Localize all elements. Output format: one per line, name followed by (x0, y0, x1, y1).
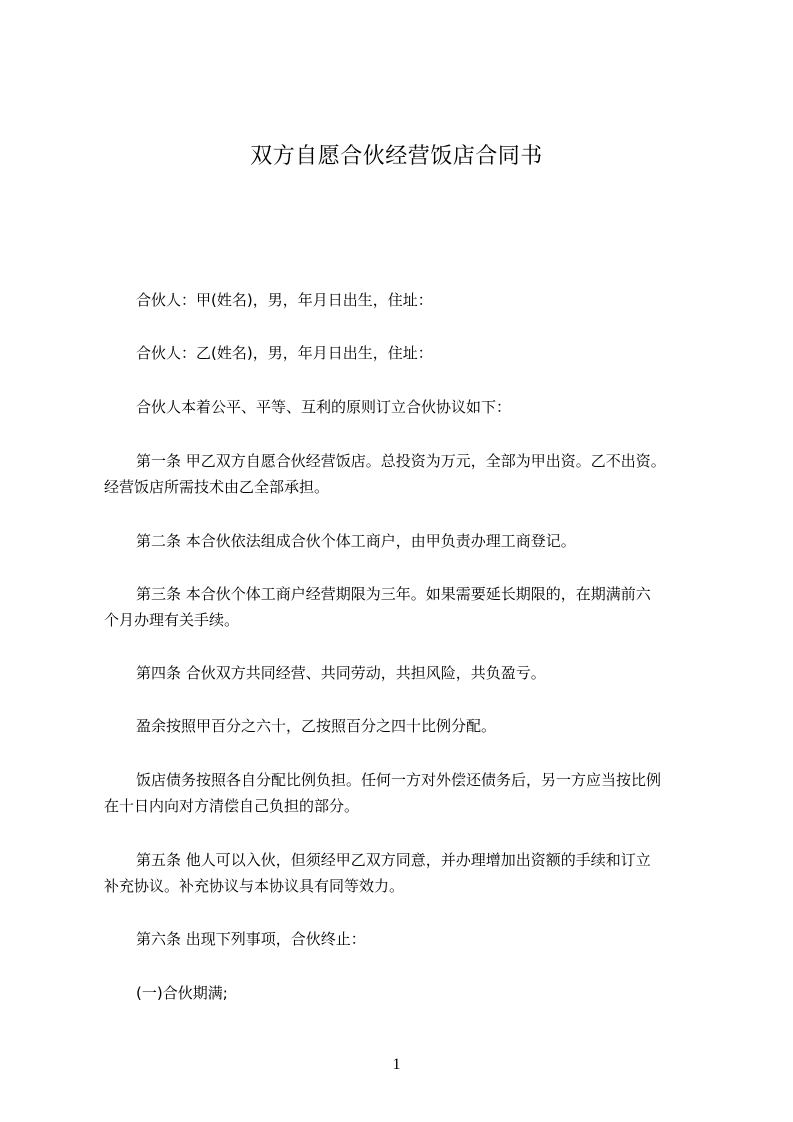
paragraph-line: 补充协议。补充协议与本协议具有同等效力。 (104, 877, 405, 895)
paragraph-line: 第三条 本合伙个体工商户经营期限为三年。如果需要延长期限的，在期满前六 (136, 585, 651, 603)
paragraph-line: 第一条 甲乙双方自愿合伙经营饭店。总投资为万元，全部为甲出资。乙不出资。 (136, 452, 666, 470)
paragraph-line: 第二条 本合伙依法组成合伙个体工商户，由甲负责办理工商登记。 (136, 532, 576, 550)
paragraph-line: (一)合伙期满; (136, 984, 228, 1002)
paragraph-line: 经营饭店所需技术由乙全部承担。 (104, 478, 330, 496)
paragraph-article-2 (104, 528, 704, 554)
paragraph-line: 第五条 他人可以入伙，但须经甲乙双方同意，并办理增加出资额的手续和订立 (136, 851, 651, 869)
paragraph-line: 个月办理有关手续。 (104, 611, 240, 629)
paragraph-item-1 (104, 980, 704, 1006)
paragraph-line: 盈余按照甲百分之六十，乙按照百分之四十比例分配。 (136, 717, 497, 735)
paragraph-article-3 (104, 581, 704, 633)
document-title: 双方自愿合伙经营饭店合同书 (250, 144, 543, 169)
paragraph-line: 合伙人本着公平、平等、互利的原则订立合伙协议如下： (136, 398, 512, 416)
paragraph-line: 第四条 合伙双方共同经营、共同劳动，共担风险，共负盈亏。 (136, 664, 546, 682)
paragraph-line: 饭店债务按照各自分配比例负担。任何一方对外偿还债务后，另一方应当按比例 (136, 771, 662, 789)
paragraph-partner-a (104, 287, 704, 313)
paragraph-line: 在十日内向对方清偿自己负担的部分。 (104, 797, 360, 815)
page-number: 1 (392, 1056, 401, 1073)
paragraph-article-4 (104, 660, 704, 686)
paragraph-partner-b (104, 340, 704, 366)
paragraph-article-5 (104, 847, 704, 899)
paragraph-line: 合伙人：甲(姓名)，男，年月日出生，住址： (136, 291, 433, 309)
paragraph-article-6 (104, 926, 704, 952)
paragraph-article-1 (104, 448, 704, 500)
paragraph-debt (104, 767, 704, 819)
paragraph-line: 第六条 出现下列事项，合伙终止： (136, 930, 366, 948)
paragraph-profit-split (104, 713, 704, 739)
paragraph-preamble (104, 394, 704, 420)
paragraph-line: 合伙人：乙(姓名)，男，年月日出生，住址： (136, 344, 433, 362)
